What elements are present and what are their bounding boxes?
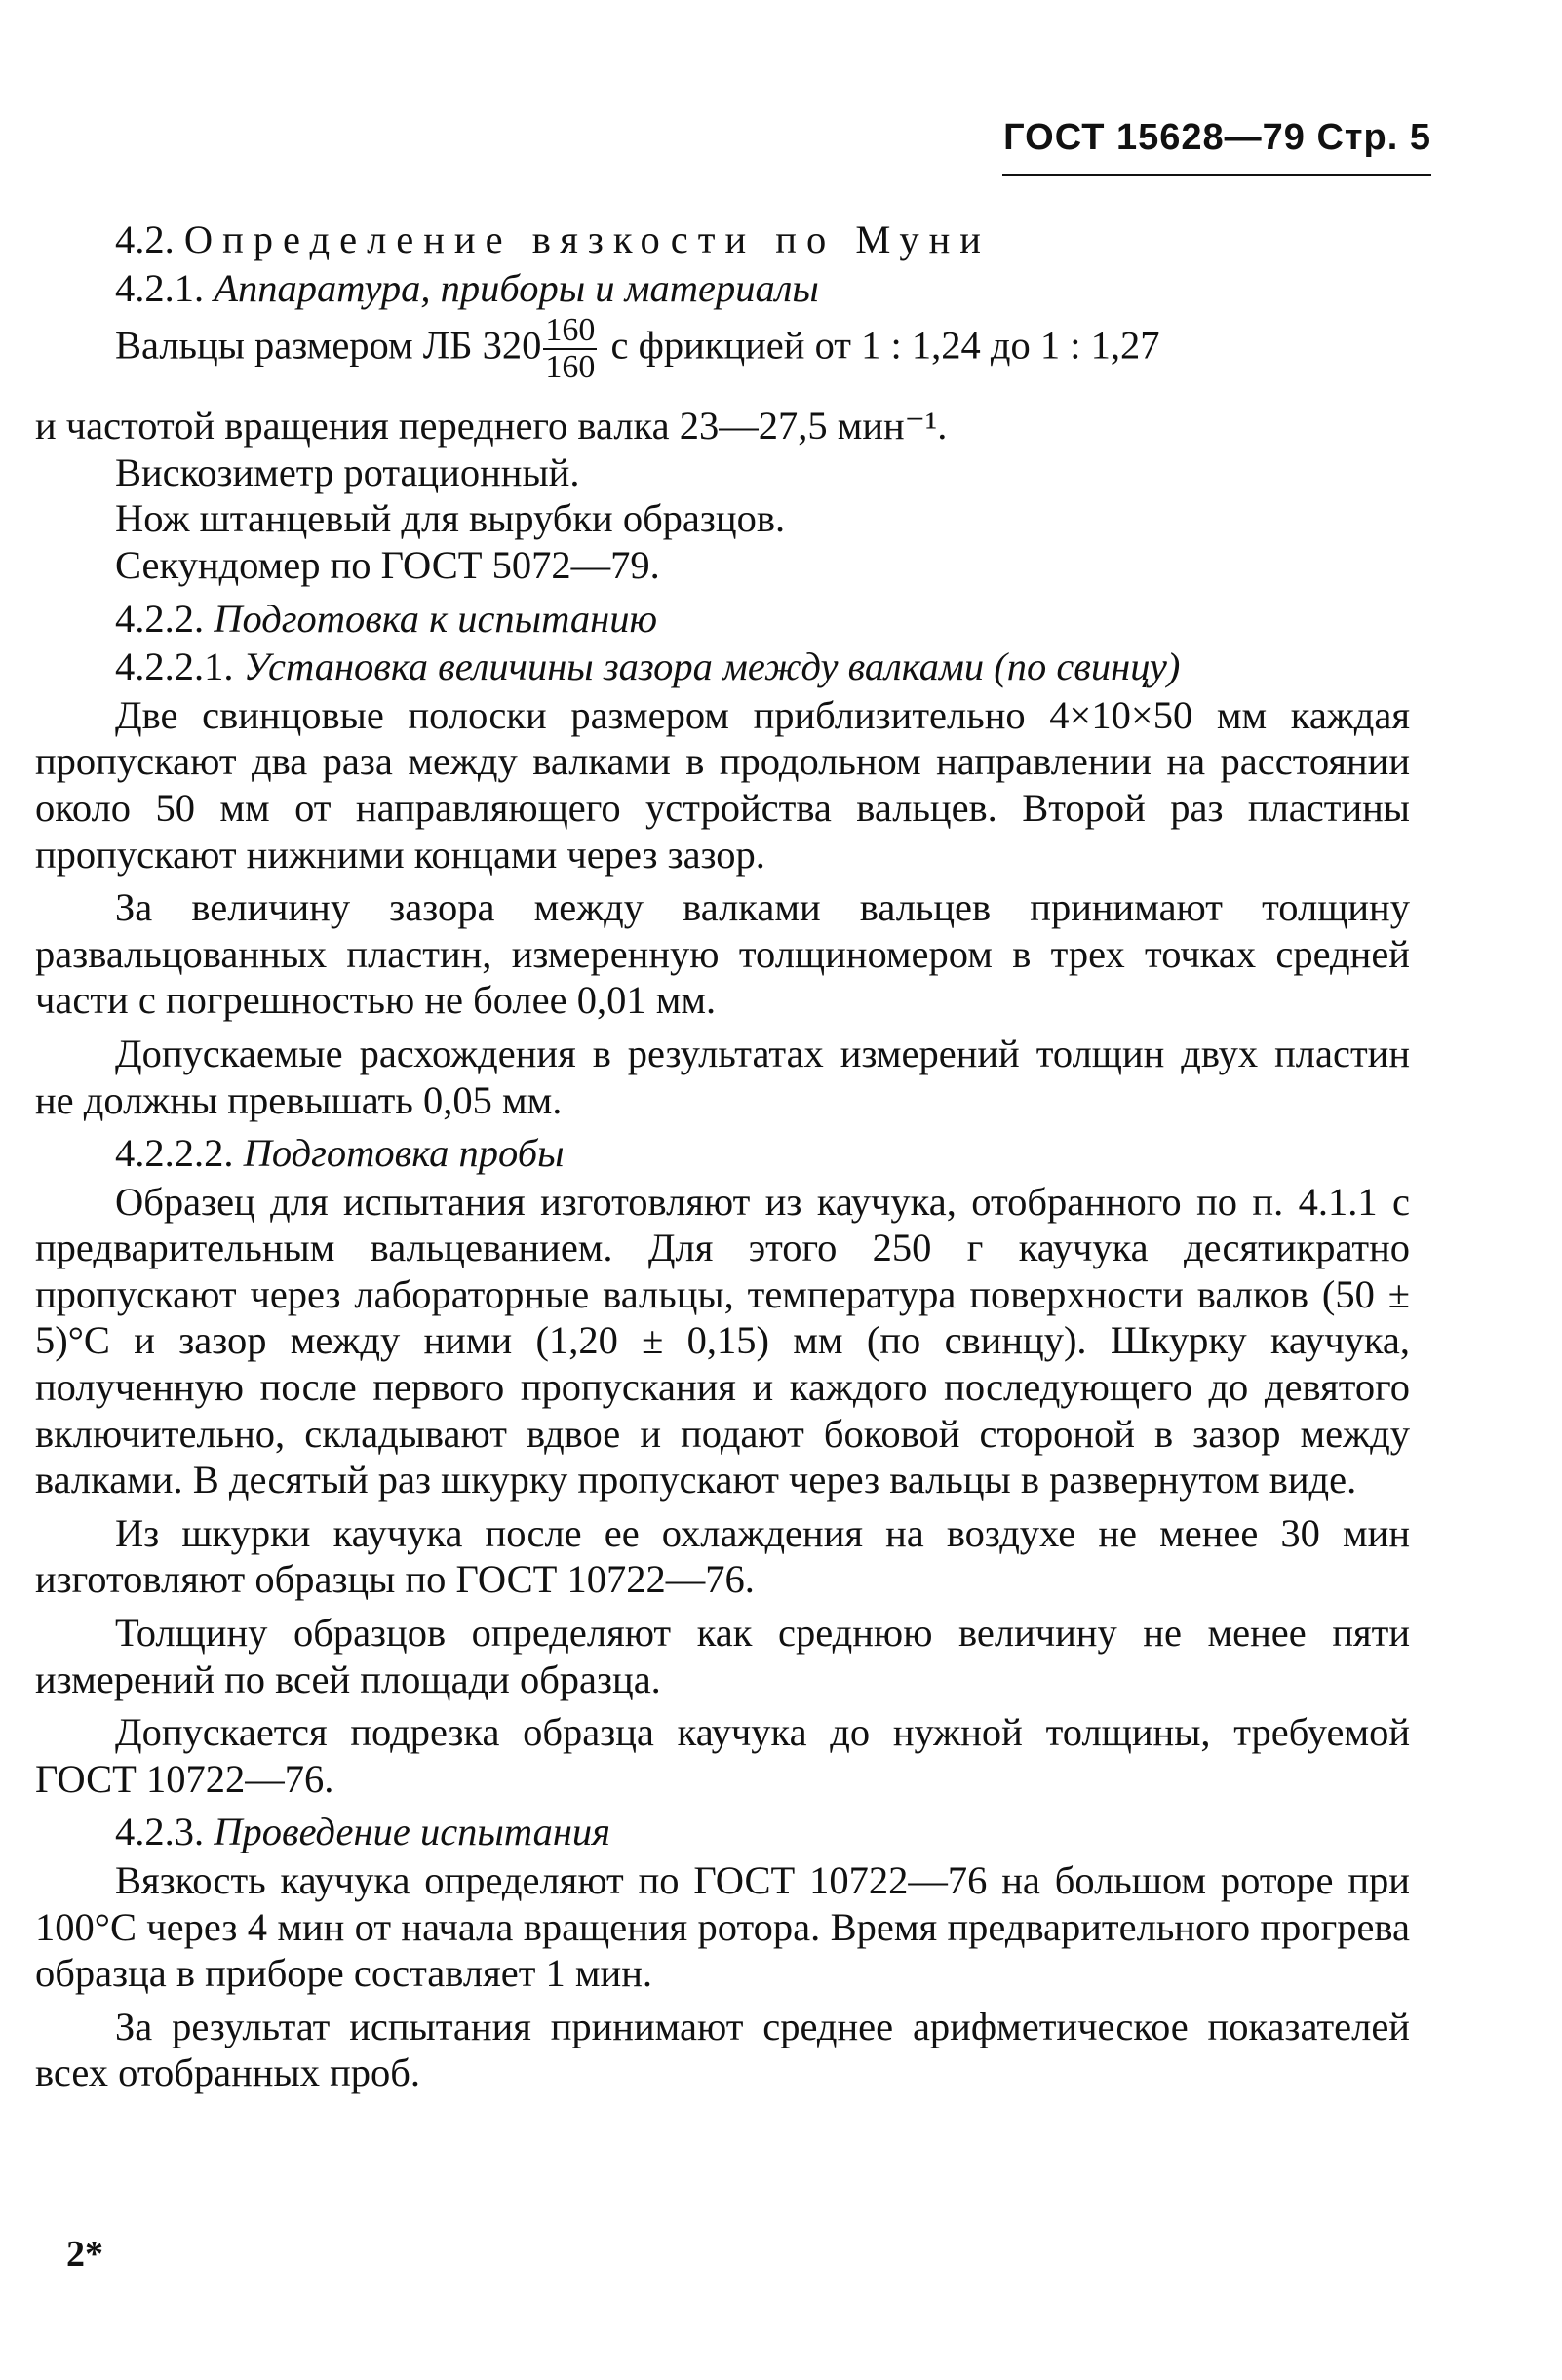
section-4-2-2-2-heading (35, 1130, 1410, 1177)
section-title: Проведение испытания (214, 1810, 611, 1854)
section-4-2-1-heading (35, 265, 1410, 312)
section-title: Установка величины зазора между валками (по свинцу) (243, 644, 1181, 689)
running-header (1002, 115, 1431, 176)
running-title: ГОСТ 15628—79 Стр. 5 (1003, 117, 1431, 158)
section-number: 4.2.2. (115, 596, 205, 641)
paragraph-result: За результат испытания принимают среднее арифметическое показателей всех отобранных проб. (35, 2004, 1410, 2095)
equipment-viscometer: Вискозиметр ротационный. (115, 449, 580, 494)
paragraph-tolerance: Допускаемые расхождения в результатах измерений толщин двух пластин не должны превышать 0,05 мм. (35, 1031, 1410, 1122)
paragraph-cooling: Из шкурки каучука после ее охлаждения на воздухе не менее 30 мин изготовляют образцы по ГОСТ 10722—76. (35, 1510, 1410, 1602)
section-number: 4.2.2.2. (115, 1131, 234, 1176)
section-number: 4.2.1. (115, 265, 205, 310)
section-number: 4.2.3. (115, 1810, 205, 1854)
equipment-knife: Нож штанцевый для вырубки образцов. (115, 496, 786, 541)
section-title: Определение вязкости по Муни (183, 217, 991, 261)
document-body (35, 216, 1410, 2103)
fraction-denominator: 160 (545, 349, 596, 386)
paragraph-trimming: Допускается подрезка образца каучука до нужной толщины, требуемой ГОСТ 10722—76. (35, 1710, 1410, 1801)
paragraph-test-procedure: Вязкость каучука определяют по ГОСТ 10722—76 на большом роторе при 100°С через 4 мин от начала вращения ротора. Время предварительного прогрева образца в приборе составляет 1 мин. (35, 1858, 1410, 1996)
fraction-numerator: 160 (545, 312, 596, 349)
section-4-2-2-1-heading (35, 644, 1410, 690)
equipment-stopwatch: Секундомер по ГОСТ 5072—79. (115, 542, 660, 587)
rolls-text-before: Вальцы размером ЛБ 320 (115, 323, 542, 368)
paragraph-lead-strips: Две свинцовые полоски размером приблизительно 4×10×50 мм каждая пропускают два раза между валками в продольном направлении на расстоянии около 50 мм от направляющего устройства вальцев. Второй раз пластины пропускают нижними концами через зазор. (35, 692, 1410, 877)
section-4-2-3-heading (35, 1809, 1410, 1855)
rolls-continuation: и частотой вращения переднего валка 23—27,5 мин⁻¹. (35, 404, 948, 449)
section-title: Подготовка пробы (243, 1131, 565, 1176)
section-number: 4.2. (115, 217, 175, 261)
paragraph-sample-preparation: Образец для испытания изготовляют из каучука, отобранного по п. 4.1.1 с предварительным вальцеванием. Для этого 250 г каучука десятикратно пропускают через лабораторные вальцы, температура поверхности валков (50 ± 5)°С и зазор между ними (1,20 ± 0,15) мм (по свинцу). Шкурку каучука, полученную после первого пропускания и каждого последующего до девятого включительно, складывают вдвое и подают боковой стороной в зазор между валками. В десятый раз шкурку пропускают через вальцы в развернутом виде. (35, 1179, 1410, 1502)
rolls-text-after: с фрикцией от 1 : 1,24 до 1 : 1,27 (601, 323, 1160, 368)
rolls-line (35, 313, 1410, 403)
section-number: 4.2.2.1. (115, 644, 234, 689)
roll-size-fraction (543, 313, 597, 385)
section-4-2-heading (35, 216, 1410, 263)
section-4-2-2-heading (35, 596, 1410, 643)
section-title: Аппаратура, приборы и материалы (214, 265, 819, 310)
section-title: Подготовка к испытанию (214, 596, 658, 641)
paragraph-thickness: Толщину образцов определяют как среднюю величину не менее пяти измерений по всей площади образца. (35, 1611, 1410, 1701)
paragraph-gap-measure: За величину зазора между валками вальцев принимают толщину развальцованных пластин, измеренную толщиномером в трех точках средней части с погрешностью не более 0,01 мм. (35, 885, 1410, 1023)
signature-mark: 2* (66, 2234, 103, 2275)
